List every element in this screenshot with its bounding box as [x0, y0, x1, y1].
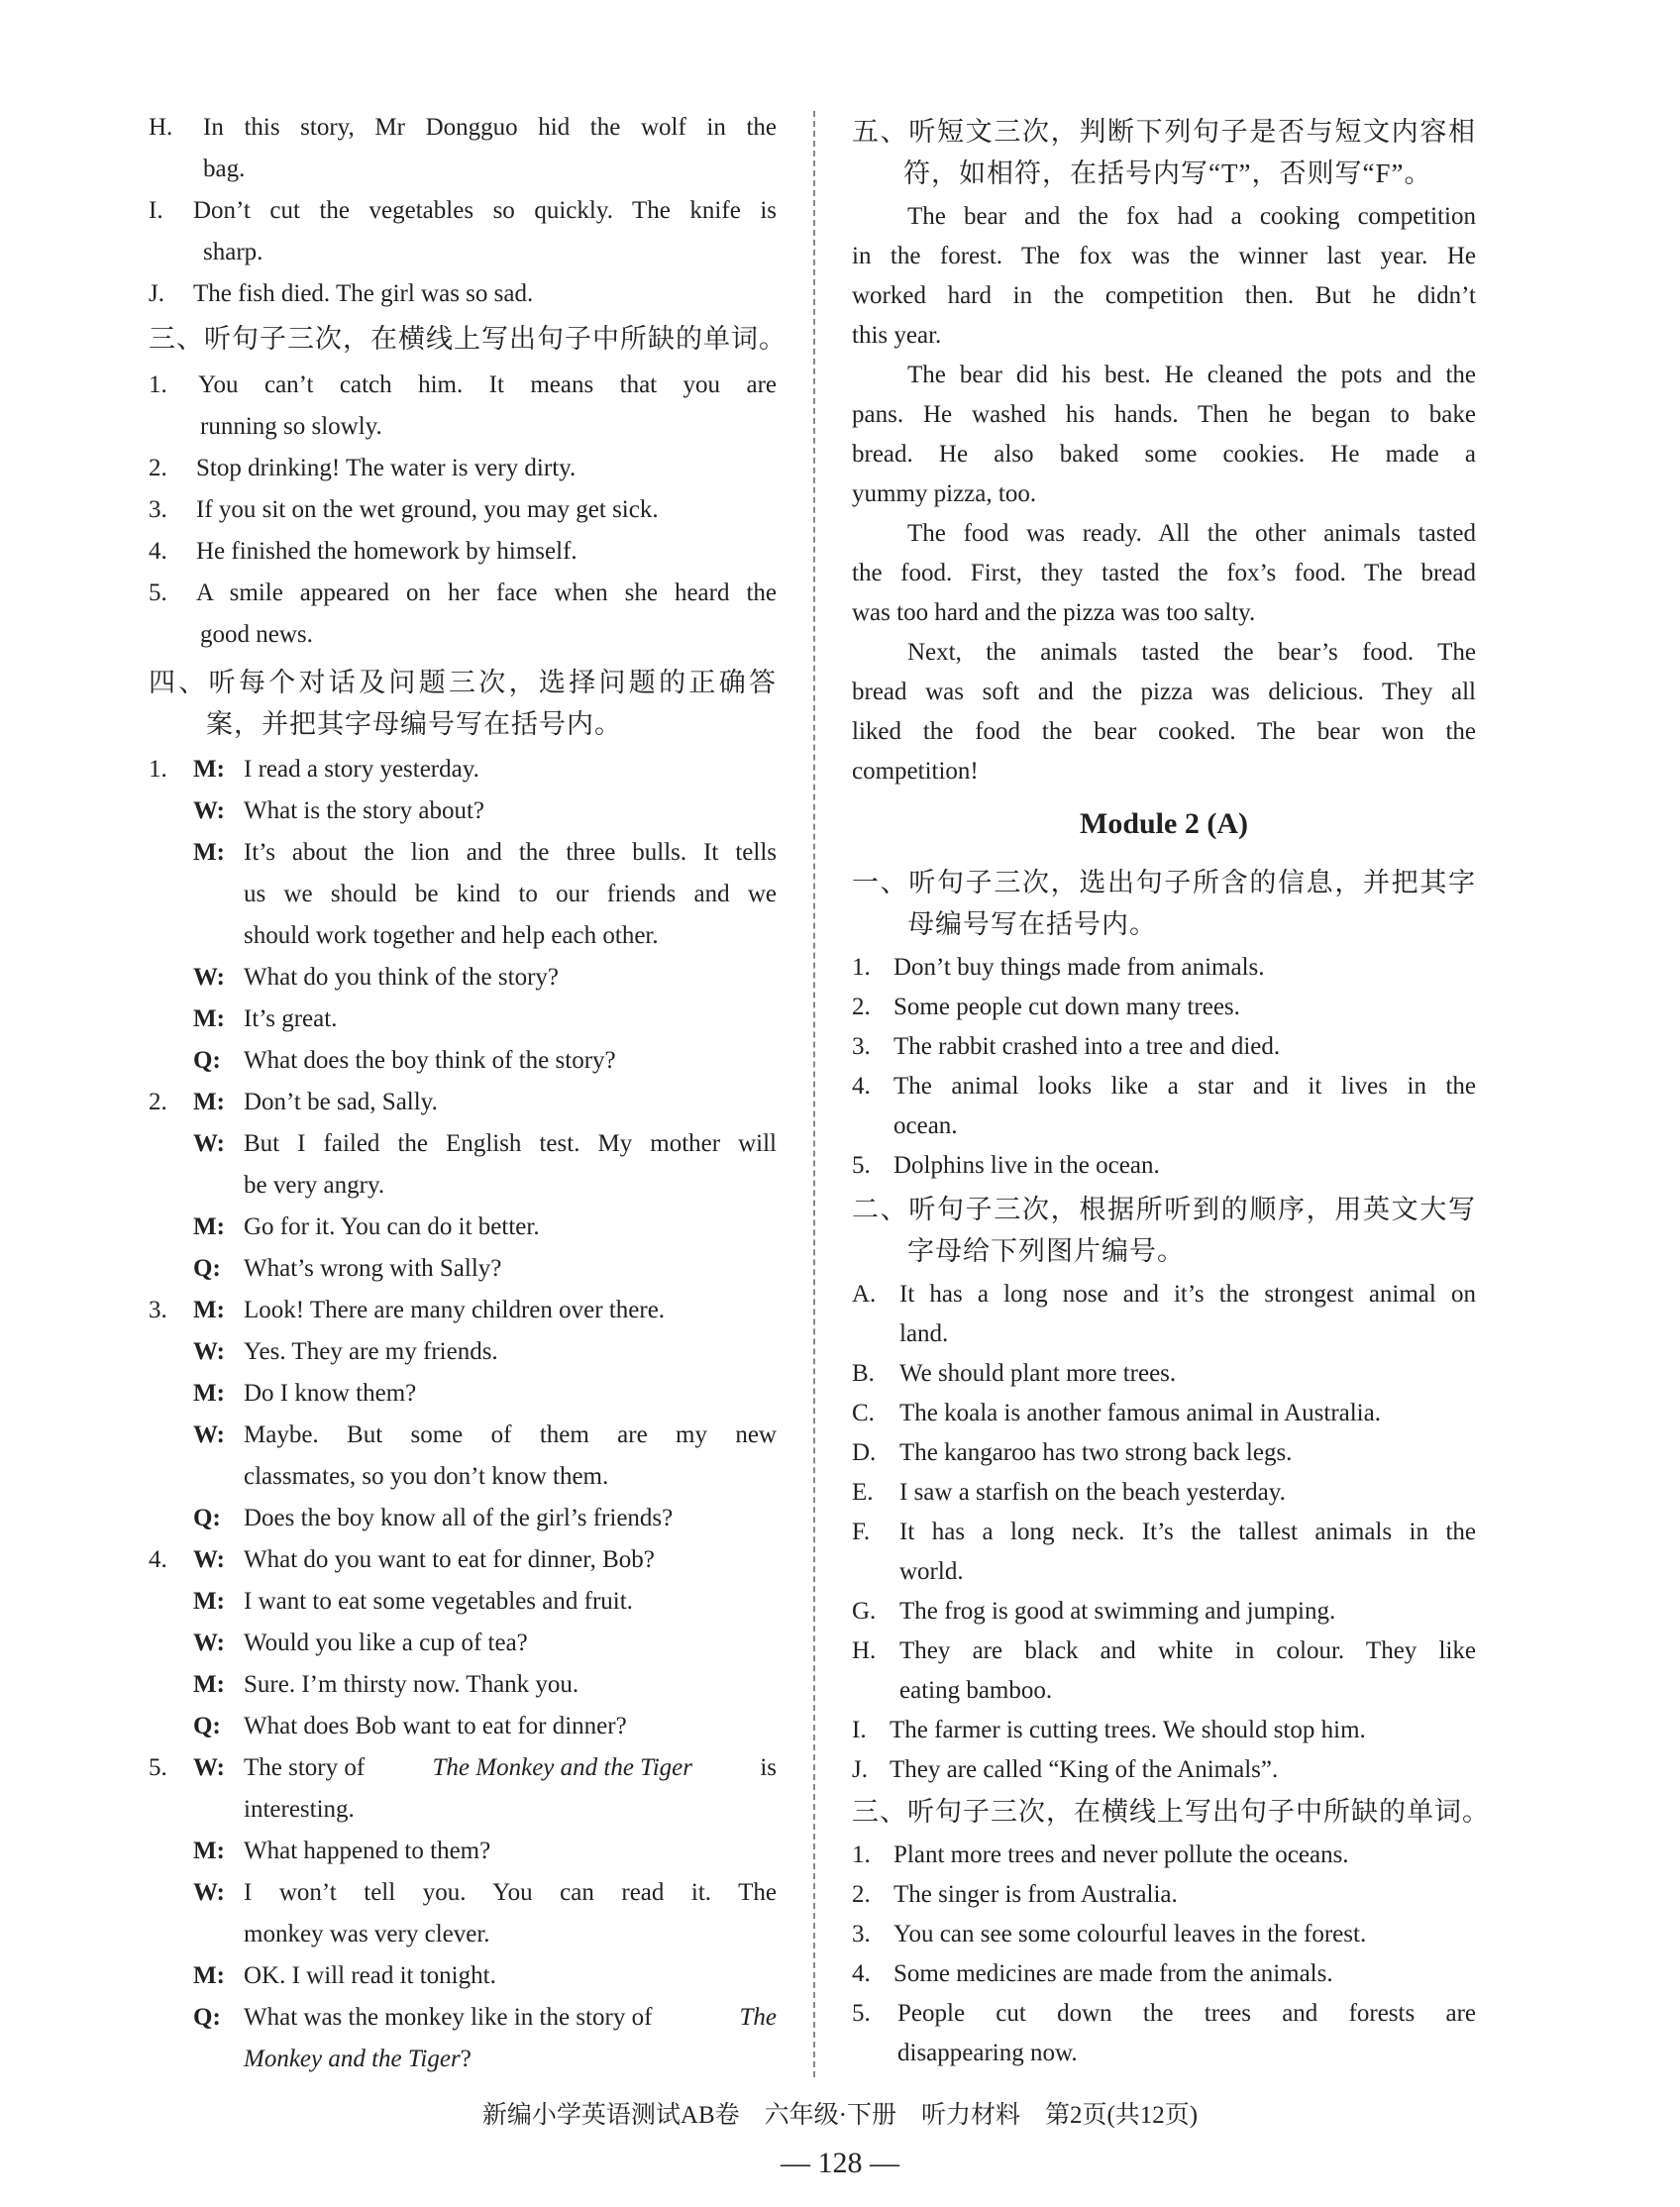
line-text: should work together and help each other.	[244, 922, 659, 949]
list-item: 4. He finished the homework by himself.	[149, 538, 578, 565]
dialogue-line: 2. M: Don’t be sad, Sally.	[149, 1089, 438, 1115]
dialogue-line: Q: What does the boy think of the story?	[193, 1047, 616, 1074]
dialogue-line: M: It’s great.	[193, 1005, 338, 1032]
line-text: The story of	[244, 1754, 366, 1781]
line-text: ocean.	[893, 1112, 958, 1139]
list-item: I. The farmer is cutting trees. We should stop him.	[852, 1717, 1366, 1743]
dialogue-line: M: What happened to them?	[193, 1838, 491, 1864]
line-text: land.	[899, 1320, 949, 1347]
dialogue-line: Q: Does the boy know all of the girl’s friends?	[193, 1505, 674, 1531]
list-item: 4. Some medicines are made from the animals.	[852, 1960, 1333, 1987]
list-item: 3. You can see some colourful leaves in the forest.	[852, 1921, 1367, 1947]
dialogue-line: W: I won’t tell you. You can read it. The	[193, 1879, 777, 1906]
list-item: 1. Don’t buy things made from animals.	[852, 954, 1265, 981]
paragraph-line: bread. He also baked some cookies. He made a	[852, 441, 1476, 468]
list-item: G. The frog is good at swimming and jumping.	[852, 1598, 1336, 1625]
dialogue-line: W: What do you think of the story?	[193, 964, 559, 991]
section-heading: 二、听句子三次，根据所听到的顺序，用英文大写	[852, 1195, 1476, 1224]
line-text: be very angry.	[244, 1172, 385, 1199]
list-item: B. We should plant more trees.	[852, 1360, 1177, 1387]
list-item: 1. Plant more trees and never pollute the oceans.	[852, 1841, 1349, 1868]
section-heading: 三、听句子三次，在横线上写出句子中所缺的单词。	[852, 1797, 1490, 1827]
list-item: H. In this story, Mr Dongguo hid the wolf in the	[149, 114, 777, 141]
paragraph-line: the food. First, they tasted the fox’s food. The bread	[852, 560, 1476, 586]
dialogue-line: 4. W: What do you want to eat for dinner, Bob?	[149, 1546, 655, 1573]
section-heading: 四、听每个对话及问题三次，选择问题的正确答	[149, 668, 777, 697]
line-text: bag.	[203, 156, 246, 182]
line-text: good news.	[200, 621, 313, 648]
line-text: is	[760, 1754, 777, 1781]
page-number: — 128 —	[781, 2147, 899, 2179]
list-item: C. The koala is another famous animal in Australia.	[852, 1400, 1381, 1426]
section-heading-cont: 字母给下列图片编号。	[907, 1236, 1185, 1266]
paragraph-line: Next, the animals tasted the bear’s food. The	[907, 639, 1476, 666]
list-item: 4. The animal looks like a star and it lives in the	[852, 1073, 1476, 1100]
dialogue-line: M: I want to eat some vegetables and fruit.	[193, 1588, 633, 1615]
paragraph-line: in the forest. The fox was the winner last year. He	[852, 243, 1476, 269]
list-item: F. It has a long neck. It’s the tallest animals in the	[852, 1519, 1476, 1545]
list-item: D. The kangaroo has two strong back legs.	[852, 1439, 1293, 1466]
line-text: interesting.	[244, 1796, 355, 1823]
list-item: 2. Stop drinking! The water is very dirty.	[149, 455, 577, 481]
story-title: The	[739, 2004, 777, 2031]
section-heading: 三、听句子三次，在横线上写出句子中所缺的单词。	[149, 324, 787, 354]
line-text: What was the monkey like in the story of	[244, 2004, 653, 2031]
paragraph-line: The food was ready. All the other animals tasted	[907, 520, 1476, 547]
section-heading-cont: 符，如相符，在括号内写“T”，否则写“F”。	[903, 158, 1432, 188]
list-item: 1. You can’t catch him. It means that you are	[149, 371, 777, 398]
list-item: 3. If you sit on the wet ground, you may get sick.	[149, 496, 659, 523]
paragraph-line: was too hard and the pizza was too salty.	[852, 599, 1256, 626]
paragraph-line: liked the food the bear cooked. The bear won the	[852, 718, 1476, 745]
paragraph-line: this year.	[852, 322, 942, 349]
section-heading: 一、听句子三次，选出句子所含的信息，并把其字	[852, 868, 1476, 897]
dialogue-line: 3. M: Look! There are many children over there.	[149, 1297, 666, 1323]
dialogue-line: M: OK. I will read it tonight.	[193, 1962, 496, 1989]
line-text: sharp.	[203, 239, 263, 265]
dialogue-line: W: What is the story about?	[193, 797, 484, 824]
line-text: ?	[460, 2046, 472, 2072]
dialogue-line: W: Yes. They are my friends.	[193, 1338, 498, 1365]
column-divider	[813, 111, 815, 2077]
paragraph-line: yummy pizza, too.	[852, 480, 1037, 507]
dialogue-line: W: But I failed the English test. My mother will	[193, 1130, 777, 1157]
story-title: The Monkey and the Tiger	[432, 1754, 692, 1781]
line-text: running so slowly.	[200, 413, 382, 440]
list-item: J. The fish died. The girl was so sad.	[149, 280, 534, 307]
list-item: 5. People cut down the trees and forests are	[852, 2000, 1476, 2027]
list-item: 2. The singer is from Australia.	[852, 1881, 1178, 1908]
dialogue-line: M: Do I know them?	[193, 1380, 417, 1407]
line-text: classmates, so you don’t know them.	[244, 1463, 609, 1490]
line-text: world.	[899, 1558, 964, 1585]
paragraph-line: bread was soft and the pizza was delicious. They all	[852, 679, 1476, 705]
dialogue-line: Q: What does Bob want to eat for dinner?	[193, 1713, 627, 1739]
line-text: us we should be kind to our friends and we	[244, 881, 777, 907]
dialogue-line: W: Maybe. But some of them are my new	[193, 1421, 777, 1448]
module-title: Module 2 (A)	[1080, 807, 1248, 840]
dialogue-line: W: Would you like a cup of tea?	[193, 1629, 528, 1656]
line-text: monkey was very clever.	[244, 1921, 490, 1947]
dialogue-line: M: Sure. I’m thirsty now. Thank you.	[193, 1671, 579, 1698]
dialogue-line: 1. M: I read a story yesterday.	[149, 756, 479, 783]
paragraph-line: competition!	[852, 758, 979, 785]
list-item: 2. Some people cut down many trees.	[852, 994, 1240, 1020]
paragraph-line: pans. He washed his hands. Then he began to bake	[852, 401, 1476, 428]
list-item: H. They are black and white in colour. They like	[852, 1637, 1476, 1664]
dialogue-line: M: Go for it. You can do it better.	[193, 1213, 540, 1240]
paragraph-line: The bear and the fox had a cooking competition	[907, 203, 1476, 230]
list-item: A. It has a long nose and it’s the strongest animal on	[852, 1281, 1476, 1308]
section-heading-cont: 案，并把其字母编号写在括号内。	[206, 709, 622, 739]
list-item: 5. A smile appeared on her face when she heard the	[149, 579, 777, 606]
paragraph-line: worked hard in the competition then. But he didn’t	[852, 282, 1476, 309]
section-heading: 五、听短文三次，判断下列句子是否与短文内容相	[852, 117, 1476, 147]
story-title: Monkey and the Tiger	[244, 2046, 461, 2072]
dialogue-line: M: It’s about the lion and the three bulls. It tells	[193, 839, 777, 866]
section-heading-cont: 母编号写在括号内。	[907, 909, 1157, 939]
paragraph-line: The bear did his best. He cleaned the pots and the	[907, 362, 1476, 388]
list-item: 5. Dolphins live in the ocean.	[852, 1152, 1160, 1179]
list-item: E. I saw a starfish on the beach yesterday.	[852, 1479, 1286, 1506]
line-text: disappearing now.	[897, 2040, 1078, 2066]
list-item: I. Don’t cut the vegetables so quickly. The knife is	[149, 197, 777, 224]
list-item: 3. The rabbit crashed into a tree and died.	[852, 1033, 1281, 1060]
dialogue-line: 5. W: The story of The Monkey and the Tiger is	[149, 1747, 777, 1789]
dialogue-line: Q: What was the monkey like in the story of The	[149, 1997, 777, 2039]
page-footer: 新编小学英语测试AB卷 六年级·下册 听力材料 第2页(共12页)	[481, 2102, 1199, 2129]
list-item: J. They are called “King of the Animals”.	[852, 1756, 1279, 1783]
line-text: eating bamboo.	[899, 1677, 1053, 1704]
dialogue-line: Q: What’s wrong with Sally?	[193, 1255, 502, 1282]
